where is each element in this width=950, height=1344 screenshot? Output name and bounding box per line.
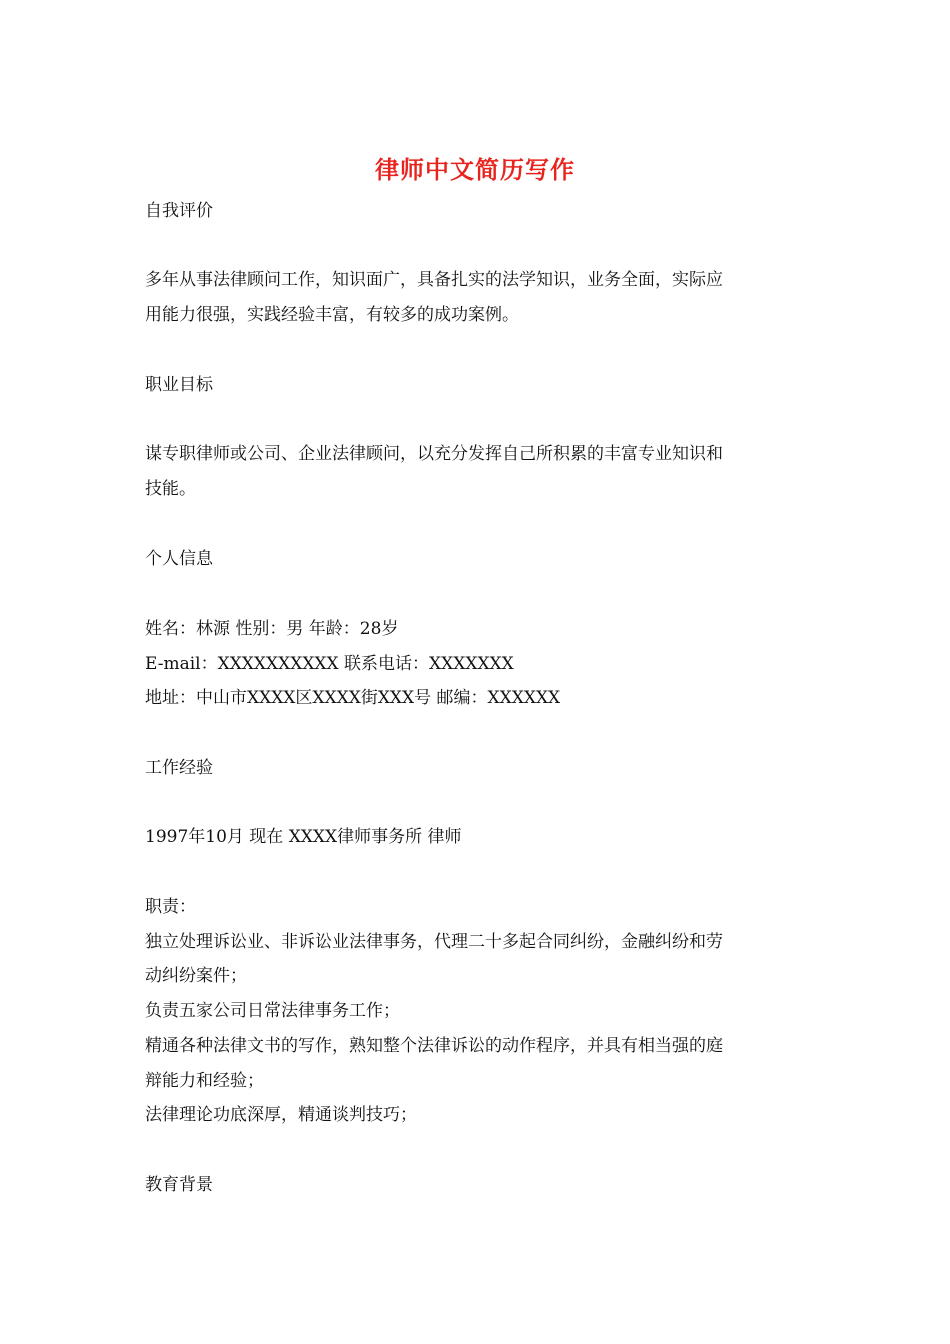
personal-info-line: E-mail：XXXXXXXXXX 联系电话：XXXXXXX [145, 654, 514, 674]
personal-info-line: 地址：中山市XXXX区XXXX街XXX号 邮编：XXXXXX [145, 688, 561, 708]
career-goal-line: 技能。 [145, 479, 196, 499]
document-title: 律师中文简历写作 [375, 155, 575, 184]
self-evaluation-line: 用能力很强，实践经验丰富，有较多的成功案例。 [145, 305, 519, 325]
duty-line: 动纠纷案件； [145, 966, 247, 986]
career-goal-line: 谋专职律师或公司、企业法律顾问，以充分发挥自己所积累的丰富专业知识和 [145, 444, 723, 464]
self-evaluation-line: 多年从事法律顾问工作，知识面广，具备扎实的法学知识，业务全面，实际应 [145, 270, 723, 290]
duty-line: 辩能力和经验； [145, 1071, 264, 1091]
duty-line: 独立处理诉讼业、非诉讼业法律事务，代理二十多起合同纠纷，金融纠纷和劳 [145, 932, 723, 952]
section-heading-work-experience: 工作经验 [145, 758, 213, 778]
personal-info-line: 姓名：林源 性别：男 年龄：28岁 [145, 619, 399, 639]
duty-line: 法律理论功底深厚，精通谈判技巧； [145, 1105, 417, 1125]
work-experience-entry: 1997年10月 现在 XXXX律师事务所 律师 [145, 827, 462, 847]
section-heading-career-goal: 职业目标 [145, 375, 213, 395]
section-heading-education: 教育背景 [145, 1175, 213, 1195]
section-heading-self-evaluation: 自我评价 [145, 201, 213, 221]
duty-line: 精通各种法律文书的写作，熟知整个法律诉讼的动作程序，并具有相当强的庭 [145, 1036, 723, 1056]
duties-label: 职责： [145, 897, 196, 917]
section-heading-personal-info: 个人信息 [145, 549, 213, 569]
duty-line: 负责五家公司日常法律事务工作； [145, 1001, 400, 1021]
